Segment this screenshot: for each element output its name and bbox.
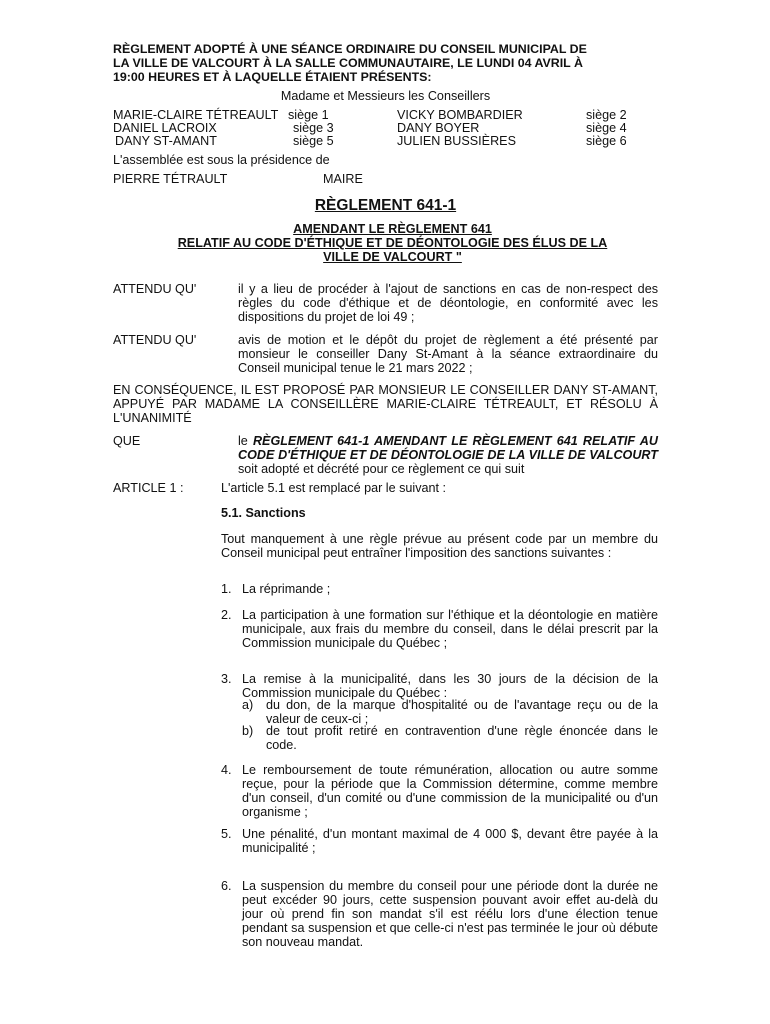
- header-line: RÈGLEMENT ADOPTÉ À UNE SÉANCE ORDINAIRE DU CONSEIL MUNICIPAL DE: [113, 42, 587, 56]
- item-text: Le remboursement de toute rémunération, allocation ou autre somme reçue, pour la période que la Commission détermine, comme membre d'un conseil, d'un comité ou d'une commission de la municipalité ou d'un organisme ;: [242, 763, 658, 819]
- item-text: La suspension du membre du conseil pour une période dont la durée ne peut excéder 90 jours, cette suspension pouvant avoir effet au-delà du jour où prend fin son mandat s'il est réélu lors d'une élection tenue pendant sa suspension et que celle-ci n'est pas terminée le jour où débute son nouveau mandat.: [242, 879, 658, 949]
- sub-item-text: de tout profit retiré en contravention d'une règle énoncée dans le code.: [266, 724, 658, 752]
- item-text: La remise à la municipalité, dans les 30 jours de la décision de la Commission municipale du Québec :: [242, 672, 658, 700]
- regulation-title: RÈGLEMENT 641-1: [314, 197, 457, 214]
- member-seat: siège 3: [293, 121, 334, 135]
- member-name: JULIEN BUSSIÈRES: [397, 134, 516, 148]
- section-title: 5.1. Sanctions: [221, 506, 306, 520]
- consequence-paragraph: EN CONSÉQUENCE, IL EST PROPOSÉ PAR MONSIEUR LE CONSEILLER DANY ST-AMANT, APPUYÉ PAR MADAME LA CONSEILLÈRE MARIE-CLAIRE TÉTREAULT, ET RÉSOLU À L'UNANIMITÉ: [113, 383, 658, 425]
- president-role: MAIRE: [323, 172, 363, 186]
- article-text: L'article 5.1 est remplacé par le suivant :: [221, 481, 447, 495]
- header-line: LA VILLE DE VALCOURT À LA SALLE COMMUNAUTAIRE, LE LUNDI 04 AVRIL À: [113, 56, 583, 71]
- sub-item-letter: b): [242, 724, 254, 738]
- que-text: [238, 434, 658, 476]
- item-text: La réprimande ;: [242, 582, 331, 596]
- president-name: PIERRE TÉTRAULT: [113, 172, 228, 186]
- regulation-subtitle-line: RELATIF AU CODE D'ÉTHIQUE ET DE DÉONTOLOGIE DES ÉLUS DE LA: [177, 236, 608, 250]
- attendu-label: ATTENDU QU': [113, 282, 197, 296]
- item-number: 1.: [221, 582, 232, 596]
- que-prefix: le: [238, 434, 253, 448]
- item-number: 3.: [221, 672, 232, 686]
- member-name: VICKY BOMBARDIER: [397, 108, 523, 122]
- member-seat: siège 2: [586, 108, 627, 122]
- member-name: MARIE-CLAIRE TÉTREAULT: [113, 108, 279, 122]
- member-seat: siège 1: [288, 108, 329, 122]
- item-text: La participation à une formation sur l'éthique et la déontologie en matière municipale, aux frais du membre du conseil, dans le délai prescrit par la Commission municipale du Québec ;: [242, 608, 658, 650]
- member-name: DANIEL LACROIX: [113, 121, 217, 135]
- item-number: 5.: [221, 827, 232, 841]
- meeting-header: [113, 42, 658, 85]
- attendu-label: ATTENDU QU': [113, 333, 197, 347]
- member-seat: siège 4: [586, 121, 627, 135]
- member-seat: siège 6: [586, 134, 627, 148]
- regulation-subtitle-line: VILLE DE VALCOURT ": [323, 250, 462, 264]
- que-regulation-name: RÈGLEMENT 641-1 AMENDANT LE RÈGLEMENT 641 RELATIF AU CODE D'ÉTHIQUE ET DE DÉONTOLOGIE DE LA VILLE DE VALCOURT: [238, 434, 658, 462]
- item-text: Une pénalité, d'un montant maximal de 4 000 $, devant être payée à la municipalité ;: [242, 827, 658, 855]
- attendu-text: avis de motion et le dépôt du projet de règlement a été présenté par monsieur le conseiller Dany St-Amant à la séance extraordinaire du Conseil municipal tenue le 21 mars 2022 ;: [238, 333, 658, 375]
- que-label: QUE: [113, 434, 141, 448]
- attendu-text: il y a lieu de procéder à l'ajout de sanctions en cas de non-respect des règles du code d'éthique et de déontologie, en conformité avec les dispositions du projet de loi 49 ;: [238, 282, 658, 324]
- item-number: 2.: [221, 608, 232, 622]
- header-line: 19:00 HEURES ET À LAQUELLE ÉTAIENT PRÉSENTS:: [113, 70, 432, 85]
- section-intro: Tout manquement à une règle prévue au présent code par un membre du Conseil municipal peut entraîner l'imposition des sanctions suivantes :: [221, 532, 658, 560]
- council-title: Madame et Messieurs les Conseillers: [280, 89, 491, 103]
- sub-item-text: du don, de la marque d'hospitalité ou de l'avantage reçu ou de la valeur de ceux-ci ;: [266, 698, 658, 726]
- que-suffix: soit adopté et décrété pour ce règlement ce qui suit: [238, 462, 525, 476]
- member-name: DANY ST-AMANT: [115, 134, 217, 148]
- regulation-subtitle-line: AMENDANT LE RÈGLEMENT 641: [293, 222, 492, 236]
- member-seat: siège 5: [293, 134, 334, 148]
- regulation-subtitle: [120, 222, 665, 264]
- item-number: 4.: [221, 763, 232, 777]
- presidency-text: L'assemblée est sous la présidence de: [113, 153, 330, 167]
- member-name: DANY BOYER: [397, 121, 480, 135]
- article-label: ARTICLE 1 :: [113, 481, 184, 495]
- sub-item-letter: a): [242, 698, 254, 712]
- item-number: 6.: [221, 879, 232, 893]
